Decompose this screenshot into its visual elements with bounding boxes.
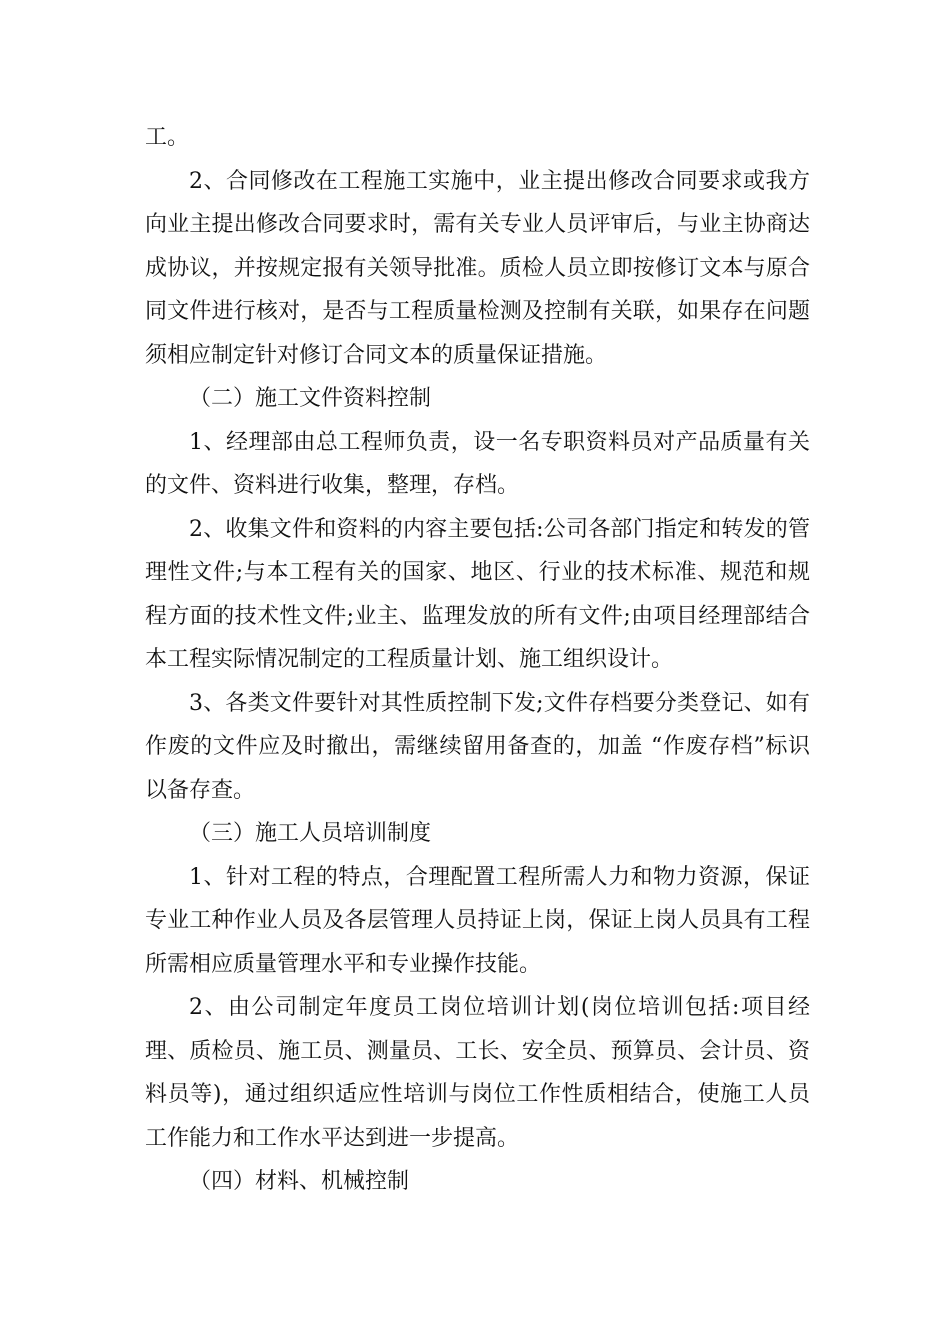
document-body	[145, 116, 810, 1204]
section-heading-document-control: （二）施工文件资料控制	[189, 386, 432, 411]
paragraph-continuation: 工。	[145, 125, 190, 150]
section-heading-materials-machinery: （四）材料、机械控制	[189, 1169, 410, 1194]
paragraph-document-collection: 2、收集文件和资料的内容主要包括:公司各部门指定和转发的管理性文件;与本工程有关的国家、地区、行业的技术标准、规范和规程方面的技术性文件;业主、监理发放的所有文件;由项目经理部结合本工程实际情况制定的工程质量计划、施工组织设计。	[145, 516, 810, 672]
paragraph-staffing: 1、针对工程的特点，合理配置工程所需人力和物力资源，保证专业工种作业人员及各层管理人员持证上岗，保证上岗人员具有工程所需相应质量管理水平和专业操作技能。	[145, 864, 810, 977]
paragraph-document-distribution: 3、各类文件要针对其性质控制下发;文件存档要分类登记、如有作废的文件应及时撤出，需继续留用备查的，加盖 “作废存档”标识以备存查。	[145, 690, 810, 803]
section-heading-staff-training: （三）施工人员培训制度	[189, 821, 432, 846]
paragraph-document-manager: 1、经理部由总工程师负责，设一名专职资料员对产品质量有关的文件、资料进行收集，整理，存档。	[145, 429, 810, 498]
paragraph-contract-modification: 2、合同修改在工程施工实施中，业主提出修改合同要求或我方向业主提出修改合同要求时，需有关专业人员评审后，与业主协商达成协议，并按规定报有关领导批准。质检人员立即按修订文本与原合同文件进行核对，是否与工程质量检测及控制有关联，如果存在问题须相应制定针对修订合同文本的质量保证措施。	[145, 168, 810, 368]
paragraph-training-plan: 2、由公司制定年度员工岗位培训计划(岗位培训包括:项目经理、质检员、施工员、测量员、工长、安全员、预算员、会计员、资料员等)，通过组织适应性培训与岗位工作性质相结合，使施工人员工作能力和工作水平达到进一步提高。	[145, 995, 810, 1151]
